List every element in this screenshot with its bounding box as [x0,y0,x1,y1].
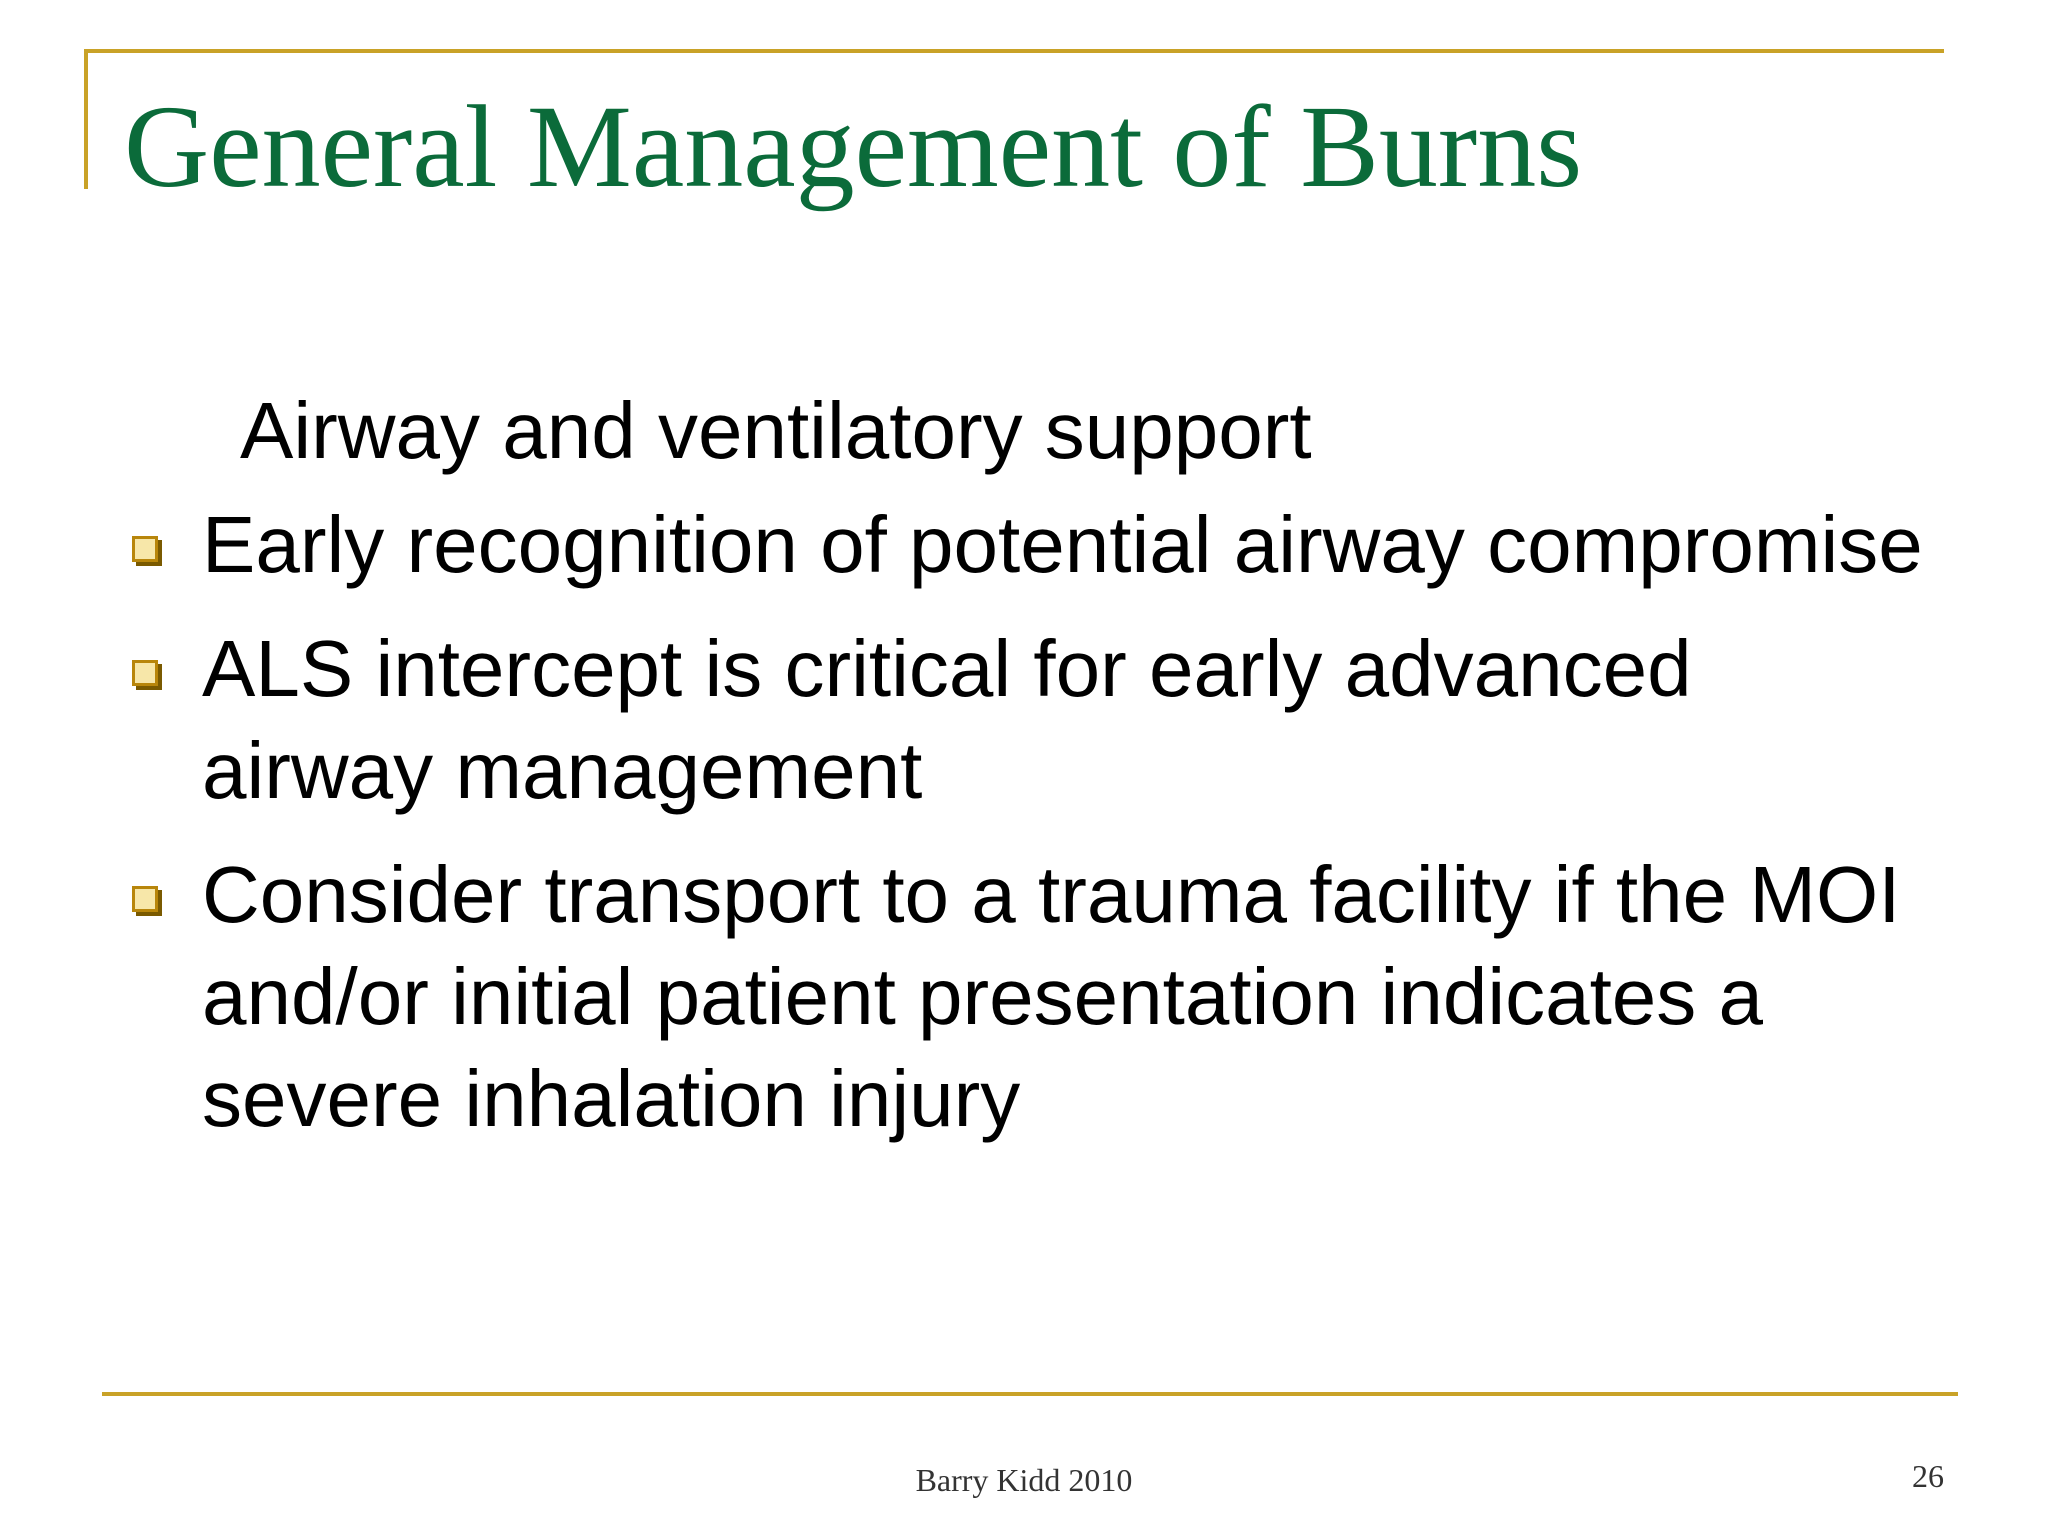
footer-author: Barry Kidd 2010 [915,1462,1133,1498]
intro-text: Airway and ventilatory support [240,386,1312,475]
slide-body [120,380,1940,1172]
bullet-item [120,494,1940,596]
square-bullet-icon [132,536,158,562]
bullet-text: Early recognition of potential airway compromise [202,500,1923,589]
slide-title: General Management of Burns [124,81,1583,212]
bullet-text: ALS intercept is critical for early advanced airway management [202,624,1692,815]
top-rule [84,49,1944,53]
left-rule [84,49,88,189]
bullet-item [120,618,1940,822]
bottom-rule [102,1392,1958,1396]
bullet-item [120,844,1940,1150]
square-bullet-icon [132,886,158,912]
bullet-text: Consider transport to a trauma facility if the MOI and/or initial patient presentation indicates a severe inhalation injury [202,850,1901,1143]
square-bullet-icon [132,660,158,686]
page-number: 26 [1912,1458,1944,1494]
